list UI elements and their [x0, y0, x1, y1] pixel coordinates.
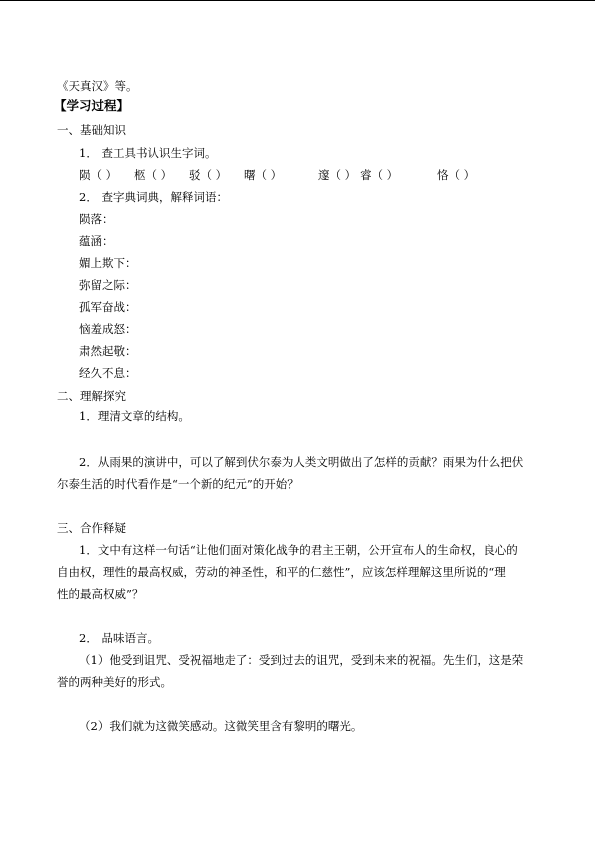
part1-item1: 1． 查工具书认识生字词。 — [79, 146, 217, 160]
char-item: 邃（ ） — [318, 168, 357, 182]
intro-tail-text: 《天真汉》等。 — [57, 79, 138, 93]
term-item: 蕴涵： — [79, 234, 114, 248]
part3-question1-line1: 1．文中有这样一句话“让他们面对策化战争的君主王朝，公开宣布人的生命权，良心的 — [79, 543, 518, 557]
char-item: 恪（ ） — [437, 168, 476, 182]
sentence2: （2）我们就为这微笑感动。这微笑里含有黎明的曙光。 — [79, 719, 363, 733]
part3-question2: 2． 品味语言。 — [79, 631, 159, 645]
char-item: 驳（ ） — [189, 168, 228, 182]
char-item: 柩（ ） — [134, 168, 173, 182]
part3-title: 三、合作释疑 — [57, 521, 126, 535]
term-item: 肃然起敬： — [79, 344, 137, 358]
char-item: 曙（ ） — [244, 168, 283, 182]
part2-question2-line1: 2．从雨果的演讲中，可以了解到伏尔泰为人类文明做出了怎样的贡献？雨果为什么把伏 — [79, 455, 524, 469]
part1-item2: 2． 查字典词典，解释词语： — [79, 190, 228, 204]
term-item: 媚上欺下： — [79, 256, 137, 270]
part2-question1: 1．理清文章的结构。 — [79, 409, 190, 423]
term-item: 陨落： — [79, 212, 114, 226]
part1-title: 一、基础知识 — [57, 123, 126, 137]
part2-title: 二、理解探究 — [57, 389, 126, 403]
sentence1-line2: 誉的两种美好的形式。 — [57, 675, 172, 689]
term-item: 经久不息： — [79, 366, 137, 380]
sentence1-line1: （1）他受到诅咒、受祝福地走了：受到过去的诅咒，受到未来的祝福。先生们，这是荣 — [79, 653, 524, 667]
term-item: 恼羞成怒： — [79, 322, 137, 336]
section-heading: 【学习过程】 — [54, 98, 130, 113]
char-item: 陨（ ） — [79, 168, 118, 182]
term-item: 弥留之际： — [79, 278, 137, 292]
part3-question1-line2: 自由权，理性的最高权威，劳动的神圣性，和平的仁慈性”，应该怎样理解这里所说的“理 — [57, 565, 506, 579]
page-top-rule — [0, 0, 595, 1]
char-item: 睿（ ） — [360, 168, 399, 182]
part3-question1-line3: 性的最高权威”？ — [57, 587, 144, 601]
part2-question2-line2: 尔泰生活的时代看作是“一个新的纪元”的开始？ — [57, 477, 299, 491]
term-item: 孤军奋战： — [79, 300, 137, 314]
